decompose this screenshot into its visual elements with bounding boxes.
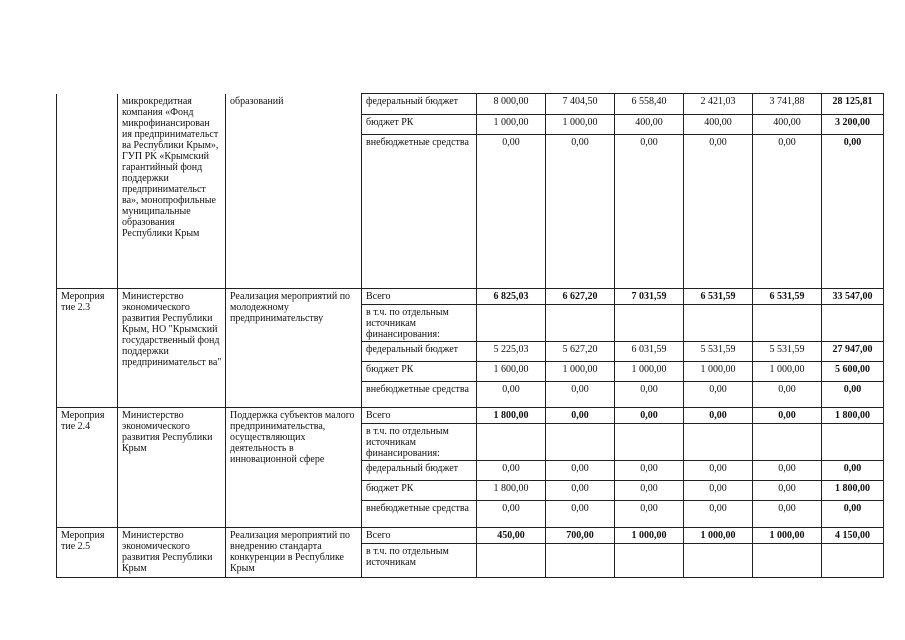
year-value-cell: 0,00 [684, 408, 753, 424]
total-value-cell [822, 544, 884, 578]
year-value-cell: 0,00 [615, 408, 684, 424]
year-value-cell: 0,00 [615, 461, 684, 481]
total-value-cell [822, 424, 884, 461]
year-value-cell [684, 305, 753, 342]
year-value-cell: 0,00 [684, 501, 753, 528]
year-value-cell: 0,00 [753, 481, 822, 501]
year-value-cell: 0,00 [684, 382, 753, 408]
year-value-cell: 0,00 [615, 135, 684, 289]
total-value-cell: 27 947,00 [822, 342, 884, 362]
funding-source-cell: в т.ч. по отдельным источникам [362, 544, 477, 578]
executor-cell: Министерство экономического развития Республики Крым [118, 408, 226, 528]
funding-source-cell: внебюджетные средства [362, 382, 477, 408]
total-value-cell: 3 200,00 [822, 115, 884, 135]
executor-cell: Министерство экономического развития Республики Крым [118, 528, 226, 578]
year-value-cell: 0,00 [546, 408, 615, 424]
year-value-cell: 2 421,03 [684, 94, 753, 115]
event-name-cell: Реализация мероприятий по внедрению стандарта конкуренции в Республике Крым [226, 528, 362, 578]
event-cell: Мероприя тие 2.5 [57, 528, 118, 578]
year-value-cell [615, 305, 684, 342]
year-value-cell: 0,00 [546, 481, 615, 501]
year-value-cell: 0,00 [753, 461, 822, 481]
year-value-cell: 1 000,00 [684, 528, 753, 544]
funding-source-cell: бюджет РК [362, 481, 477, 501]
year-value-cell: 0,00 [546, 461, 615, 481]
year-value-cell: 700,00 [546, 528, 615, 544]
year-value-cell [477, 544, 546, 578]
funding-source-cell: в т.ч. по отдельным источникам финансирования: [362, 305, 477, 342]
year-value-cell [546, 305, 615, 342]
year-value-cell: 1 000,00 [615, 528, 684, 544]
funding-source-cell: федеральный бюджет [362, 94, 477, 115]
year-value-cell: 5 531,59 [684, 342, 753, 362]
year-value-cell: 1 600,00 [477, 362, 546, 382]
funding-source-cell: бюджет РК [362, 362, 477, 382]
year-value-cell: 1 800,00 [477, 408, 546, 424]
total-value-cell: 0,00 [822, 135, 884, 289]
total-value-cell: 4 150,00 [822, 528, 884, 544]
year-value-cell [753, 424, 822, 461]
table-row [57, 528, 884, 544]
year-value-cell: 0,00 [615, 481, 684, 501]
year-value-cell: 0,00 [546, 382, 615, 408]
executor-cell: микрокредитная компания «Фонд микрофинансирован ия предпринимательст ва Республики Крым», ГУП РК «Крымский гарантийный фонд поддержки предпринимательст ва», монопрофильные муниципальные образования Республики Крым [118, 94, 226, 289]
year-value-cell: 6 825,03 [477, 289, 546, 305]
year-value-cell: 5 627,20 [546, 342, 615, 362]
year-value-cell: 1 000,00 [477, 115, 546, 135]
funding-source-cell: Всего [362, 528, 477, 544]
year-value-cell: 0,00 [753, 408, 822, 424]
funding-source-cell: федеральный бюджет [362, 342, 477, 362]
funding-source-cell: Всего [362, 408, 477, 424]
table-row [57, 408, 884, 424]
year-value-cell [546, 544, 615, 578]
year-value-cell: 3 741,88 [753, 94, 822, 115]
year-value-cell: 0,00 [546, 501, 615, 528]
event-cell: Мероприя тие 2.4 [57, 408, 118, 528]
year-value-cell [684, 424, 753, 461]
year-value-cell [615, 544, 684, 578]
year-value-cell: 5 531,59 [753, 342, 822, 362]
table-row [57, 94, 884, 115]
total-value-cell: 0,00 [822, 461, 884, 481]
total-value-cell: 0,00 [822, 382, 884, 408]
year-value-cell [477, 424, 546, 461]
year-value-cell: 0,00 [684, 481, 753, 501]
year-value-cell: 1 800,00 [477, 481, 546, 501]
total-value-cell: 0,00 [822, 501, 884, 528]
year-value-cell: 6 531,59 [684, 289, 753, 305]
event-cell [57, 94, 118, 289]
year-value-cell [546, 424, 615, 461]
year-value-cell [615, 424, 684, 461]
year-value-cell: 6 531,59 [753, 289, 822, 305]
year-value-cell: 0,00 [546, 135, 615, 289]
funding-source-cell: внебюджетные средства [362, 501, 477, 528]
event-name-cell: Поддержка субъектов малого предпринимательства, осуществляющих деятельность в инновационной сфере [226, 408, 362, 528]
table-row [57, 289, 884, 305]
total-value-cell: 1 800,00 [822, 481, 884, 501]
total-value-cell: 33 547,00 [822, 289, 884, 305]
year-value-cell: 400,00 [615, 115, 684, 135]
year-value-cell: 1 000,00 [546, 362, 615, 382]
year-value-cell: 0,00 [477, 501, 546, 528]
funding-source-cell: федеральный бюджет [362, 461, 477, 481]
total-value-cell: 28 125,81 [822, 94, 884, 115]
total-value-cell [822, 305, 884, 342]
year-value-cell: 1 000,00 [615, 362, 684, 382]
funding-source-cell: Всего [362, 289, 477, 305]
event-name-cell: Реализация мероприятий по молодежному предпринимательству [226, 289, 362, 408]
funding-source-cell: внебюджетные средства [362, 135, 477, 289]
year-value-cell [477, 305, 546, 342]
year-value-cell: 0,00 [753, 501, 822, 528]
executor-cell: Министерство экономического развития Республики Крым, НО "Крымский государственный фонд поддержки предпринимательст ва" [118, 289, 226, 408]
year-value-cell: 6 031,59 [615, 342, 684, 362]
year-value-cell: 450,00 [477, 528, 546, 544]
year-value-cell: 7 404,50 [546, 94, 615, 115]
year-value-cell: 8 000,00 [477, 94, 546, 115]
year-value-cell: 0,00 [477, 135, 546, 289]
year-value-cell: 5 225,03 [477, 342, 546, 362]
year-value-cell: 400,00 [753, 115, 822, 135]
total-value-cell: 1 800,00 [822, 408, 884, 424]
year-value-cell: 0,00 [615, 382, 684, 408]
year-value-cell [753, 305, 822, 342]
year-value-cell: 0,00 [615, 501, 684, 528]
funding-source-cell: в т.ч. по отдельным источникам финансирования: [362, 424, 477, 461]
year-value-cell: 0,00 [477, 461, 546, 481]
total-value-cell: 5 600,00 [822, 362, 884, 382]
event-name-cell: образований [226, 94, 362, 289]
year-value-cell: 0,00 [684, 461, 753, 481]
year-value-cell: 0,00 [684, 135, 753, 289]
funding-source-cell: бюджет РК [362, 115, 477, 135]
year-value-cell: 0,00 [753, 135, 822, 289]
year-value-cell: 6 558,40 [615, 94, 684, 115]
event-cell: Мероприя тие 2.3 [57, 289, 118, 408]
year-value-cell: 1 000,00 [753, 528, 822, 544]
year-value-cell: 0,00 [477, 382, 546, 408]
year-value-cell: 1 000,00 [684, 362, 753, 382]
year-value-cell: 0,00 [753, 382, 822, 408]
year-value-cell: 6 627,20 [546, 289, 615, 305]
year-value-cell: 1 000,00 [546, 115, 615, 135]
year-value-cell: 400,00 [684, 115, 753, 135]
financing-table [56, 93, 884, 578]
year-value-cell [684, 544, 753, 578]
year-value-cell: 7 031,59 [615, 289, 684, 305]
year-value-cell [753, 544, 822, 578]
year-value-cell: 1 000,00 [753, 362, 822, 382]
